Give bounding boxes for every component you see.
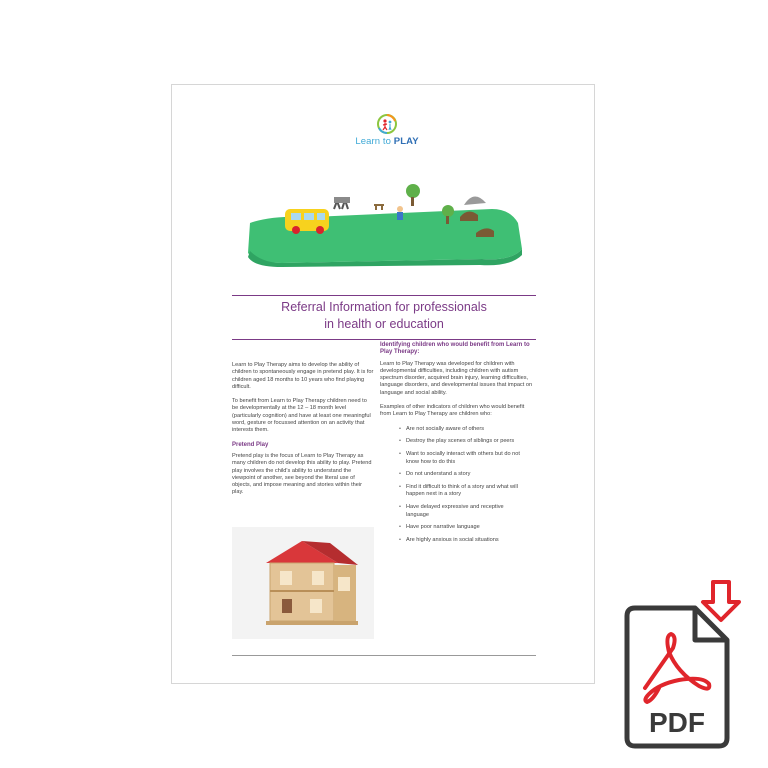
- left-column: [232, 362, 374, 504]
- title-top-rule: [232, 295, 536, 296]
- hero-image-play-mat: [242, 183, 526, 267]
- pretend-play-paragraph: Pretend play is the focus of Learn to Play Therapy as many children do not develop this ability to play. Pretend play involves the child's ability to understand the viewpoint of another, see beyond the literal use of objects, and impose meaning and stories within their play.: [232, 452, 372, 496]
- list-item: • Destroy the play scenes of siblings or peers: [406, 438, 526, 445]
- list-item: • Are not socially aware of others: [406, 426, 526, 433]
- page-title: Referral Information for professionals in health or education: [281, 300, 487, 331]
- right-column: [380, 342, 536, 550]
- pdf-label: PDF: [649, 707, 705, 738]
- indicators-paragraph: Examples of other indicators of children who would benefit from Learn to Play Therapy are children who:: [380, 404, 525, 418]
- pretend-play-heading: Pretend Play: [232, 441, 269, 448]
- list-item: • Want to socially interact with others but do not know how to do this: [406, 451, 526, 466]
- pdf-download-button[interactable]: [615, 580, 747, 750]
- footer-rule: [232, 655, 536, 656]
- list-item: • Have poor narrative language: [406, 524, 526, 531]
- list-item: • Find it difficult to think of a story and what will happen next in a story: [406, 484, 526, 499]
- indicators-list: [380, 426, 536, 545]
- list-item: • Are highly anxious in social situations: [406, 537, 526, 544]
- learn-to-play-logo-icon: [375, 113, 399, 135]
- developed-for-paragraph: Learn to Play Therapy was developed for children with developmental difficulties, including children with autism spectrum disorder, acquired brain injury, learning difficulties, language disorders, and developmental issues that impact on language and social ability.: [380, 360, 533, 396]
- document-page: [171, 84, 595, 684]
- title-bottom-rule: [232, 339, 536, 340]
- dollhouse-image: [232, 527, 374, 639]
- list-item: • Have delayed expressive and receptive language: [406, 504, 526, 519]
- logo: [347, 113, 427, 147]
- eligibility-paragraph: To benefit from Learn to Play Therapy children need to be developmentally at the 12 – 18 month level (particularly cognition) and have at least one meaningful word, gesture or focussed attention on an activity that interests them.: [232, 398, 371, 434]
- download-arrow-icon: [703, 582, 739, 620]
- list-item: • Do not understand a story: [406, 471, 526, 478]
- intro-paragraph: Learn to Play Therapy aims to develop the ability of children to spontaneously engage in pretend play. It is for children aged 18 months to 10 years who find playing difficult.: [232, 362, 374, 390]
- pdf-file-icon: [627, 608, 727, 746]
- logo-text: Learn to PLAY: [355, 136, 419, 147]
- identifying-children-heading: Identifying children who would benefit from Learn to Play Therapy:: [380, 342, 530, 356]
